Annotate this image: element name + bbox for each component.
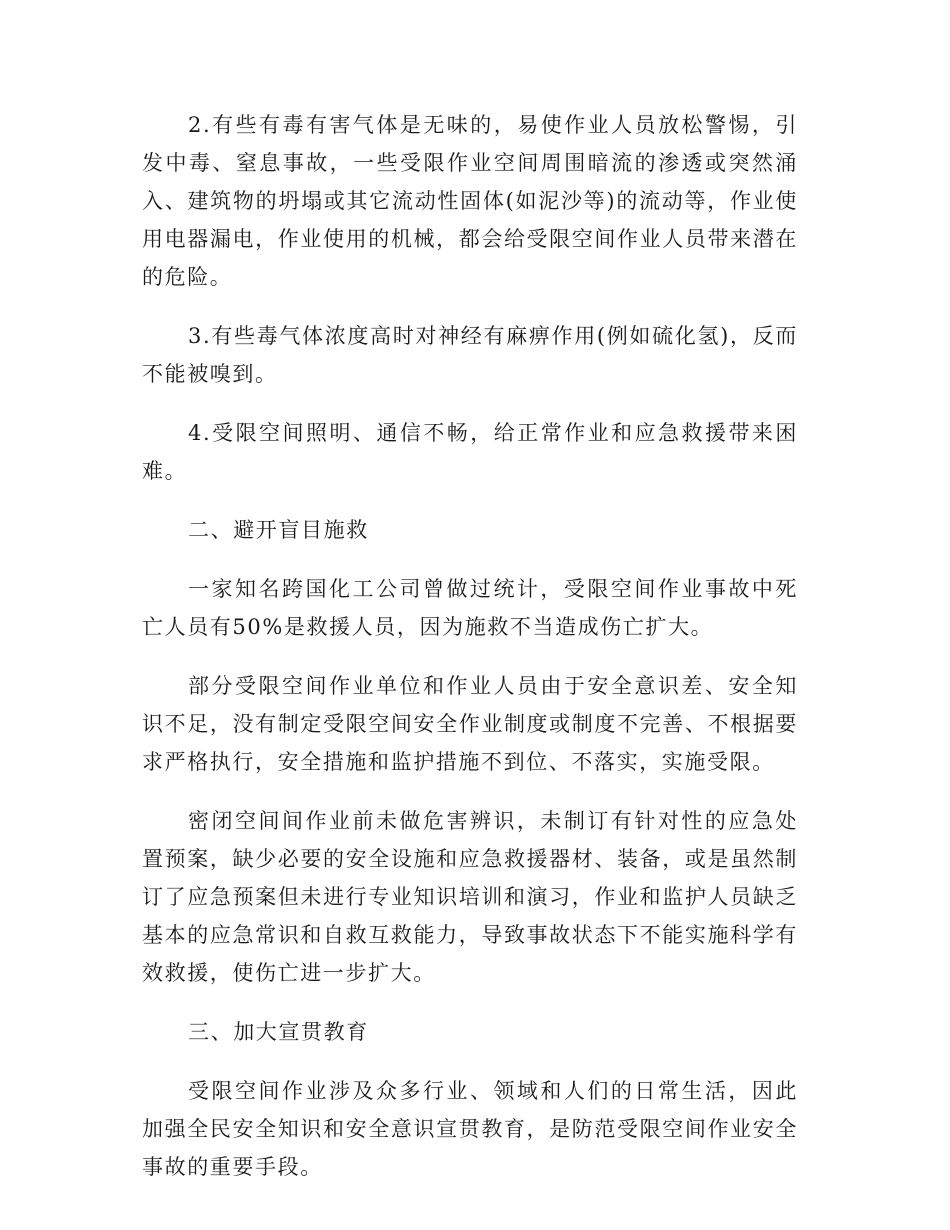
paragraph-hazard-identification: 密闭空间间作业前未做危害辨识，未制订有针对性的应急处置预案，缺少必要的安全设施和应急救援器材、装备，或是虽然制订了应急预案但未进行专业知识培训和演习，作业和监护人员缺乏基本的应急常识和自救互救能力，导致事故状态下不能实施科学有效救援，使伤亡进一步扩大。 <box>142 809 798 985</box>
section-heading-avoid-blind-rescue: 二、避开盲目施救 <box>188 518 369 542</box>
section-heading-education: 三、加大宣贯教育 <box>188 1020 369 1044</box>
paragraph-toxic-gas-risks: 2.有些有毒有害气体是无味的，易使作业人员放松警惕，引发中毒、窒息事故，一些受限作业空间周围暗流的渗透或突然涌入、建筑物的坍塌或其它流动性固体(如泥沙等)的流动等，作业使用电器漏电，作业使用的机械，都会给受限空间作业人员带来潜在的危险。 <box>142 113 798 289</box>
paragraph-lighting-communication: 4.受限空间照明、通信不畅，给正常作业和应急救援带来困难。 <box>142 421 798 483</box>
paragraph-education-importance: 受限空间作业涉及众多行业、领域和人们的日常生活，因此加强全民安全知识和安全意识宣贯教育，是防范受限空间作业安全事故的重要手段。 <box>142 1079 798 1179</box>
paragraph-nerve-paralysis: 3.有些毒气体浓度高时对神经有麻痹作用(例如硫化氢)，反而不能被嗅到。 <box>142 324 798 386</box>
paragraph-safety-awareness: 部分受限空间作业单位和作业人员由于安全意识差、安全知识不足，没有制定受限空间安全作业制度或制度不完善、不根据要求严格执行，安全措施和监护措施不到位、不落实，实施受限。 <box>142 674 798 774</box>
paragraph-rescue-statistics: 一家知名跨国化工公司曾做过统计，受限空间作业事故中死亡人员有50%是救援人员，因为施救不当造成伤亡扩大。 <box>142 577 798 639</box>
document-body <box>142 106 798 1207</box>
